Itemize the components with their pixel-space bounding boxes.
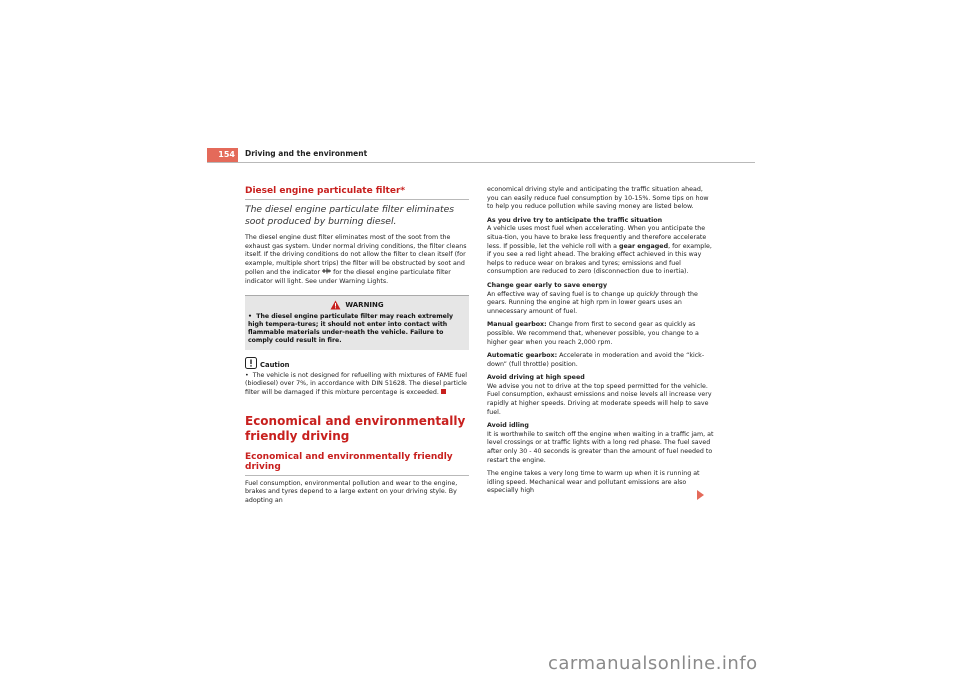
page-number: 154 [207, 148, 238, 162]
caution-text: • The vehicle is not designed for refuelling with mixtures of FAME fuel (biodiesel) over 7%, in accordance with DIN 51628. The diesel particle filter will be damaged if this mixture percentage is exceeded. [245, 371, 467, 396]
caution-exclamation-icon [245, 357, 257, 369]
automatic-gearbox-block [487, 352, 715, 369]
section-title-particulate-filter: Diesel engine particulate filter* [245, 186, 469, 200]
header-rule [207, 162, 755, 163]
intro-continued: economical driving style and anticipating the traffic situation ahead, you can easily reduce fuel consumption by 10-15%. Some tips on how to help you reduce pollution while saving money are listed below. [487, 186, 709, 211]
manual-label: Manual gearbox: [487, 321, 547, 329]
gear-italic: quickly [636, 290, 659, 298]
gear-text-b: through the gears. Running the engine at high rpm in lower gears uses an unnecessary amount of fuel. [487, 290, 698, 315]
gear-heading: Change gear early to save energy [487, 281, 608, 289]
running-head: Driving and the environment [245, 149, 368, 158]
anticipate-heading: As you drive try to anticipate the traffic situation [487, 216, 663, 224]
high-speed-block [487, 374, 715, 417]
right-column [487, 186, 715, 501]
economical-intro-text: Fuel consumption, environmental pollution and wear to the engine, brakes and tyres depend to a large extent on your driving style. By adopting an [245, 479, 458, 504]
filter-text-b: for the diesel engine particulate filter indicator will light. See under Warning Lights. [245, 269, 451, 285]
watermark: carmanualsonline.info [548, 653, 758, 674]
warning-label: WARNING [345, 300, 384, 309]
idling-block [487, 422, 715, 465]
gear-block [487, 282, 715, 316]
idling-heading: Avoid idling [487, 422, 529, 430]
chapter-title: Economical and environmentally friendly driving [245, 413, 466, 443]
manual-text: Change from first to second gear as quickly as possible. We recommend that, whenever possible, you change to a higher gear when you reach 2,000 rpm. [487, 321, 699, 346]
warmup-text: The engine takes a very long time to warm up when it is running at idling speed. Mechanical wear and pollutant emissions are also especially high [487, 470, 700, 495]
filter-text-a: The diesel engine dust filter eliminates most of the soot from the exhaust gas system. Under normal driving conditions, the filter cleans itself. If the driving conditions do not allow the filter to clean itself (for example, multiple short trips) the filter will be obstructed by soot and pollen and the indicator [245, 234, 467, 277]
idling-text: It is worthwhile to switch off the engine when waiting in a traffic jam, at level crossings or at traffic lights with a long red phase. The fuel saved after only 30 - 40 seconds is greater than the amount of fuel needed to restart the engine. [487, 430, 714, 464]
manual-gearbox-block [487, 321, 715, 347]
warning-box [245, 295, 469, 350]
caution-label: Caution [260, 360, 290, 369]
anticipate-text-a: A vehicle uses most fuel when accelerating. When you anticipate the situa-tion, you have to brake less frequently and therefore accelerate less. If possible, let the vehicle roll with a [487, 225, 707, 250]
auto-label: Automatic gearbox: [487, 352, 558, 360]
caution-heading [245, 357, 469, 369]
anticipate-bold: gear engaged [618, 242, 669, 250]
high-speed-heading: Avoid driving at high speed [487, 374, 585, 382]
filter-indicator-icon [322, 269, 331, 276]
warning-heading [248, 300, 466, 310]
warning-body: The diesel engine particulate filter may reach extremely high tempera-tures; it should not enter into contact with flammable materials under-neath the vehicle. Failure to comply could result in fire. [248, 312, 453, 345]
continue-arrow-icon [697, 490, 704, 500]
section-end-marker [441, 389, 446, 394]
filter-paragraph [245, 234, 469, 287]
gear-text-a: An effective way of saving fuel is to change up [487, 290, 635, 298]
high-speed-text: We advise you not to drive at the top speed permitted for the vehicle. Fuel consumption, exhaust emissions and noise levels all increase very rapidly at higher speeds. Driving at moderate speeds will help to save fuel. [487, 382, 712, 416]
section-subtitle: The diesel engine particulate filter eliminates soot produced by burning diesel. [245, 204, 455, 227]
left-column [245, 186, 469, 510]
section-title-economical-driving: Economical and environmentally friendly driving [245, 452, 469, 476]
auto-text: Accelerate in moderation and avoid the “kick-down” (full throttle) position. [487, 352, 705, 368]
warning-text: • The diesel engine particulate filter may reach extremely high tempera-tures; it should not enter into contact with flammable materials under-neath the vehicle. Failure to comply could result in fire. [248, 312, 453, 345]
anticipate-block [487, 217, 715, 277]
warning-triangle-icon [330, 300, 341, 310]
anticipate-text-b: , for example, if you see a red light ahead. The braking effect achieved in this way helps to reduce wear on brakes and tyres; emissions and fuel consumption are reduced to zero (disconnection due to inertia). [487, 242, 712, 276]
caution-body: The vehicle is not designed for refuelling with mixtures of FAME fuel (biodiesel) over 7%, in accordance with DIN 51628. The diesel particle filter will be damaged if this mixture percentage is exceeded. [245, 371, 467, 396]
